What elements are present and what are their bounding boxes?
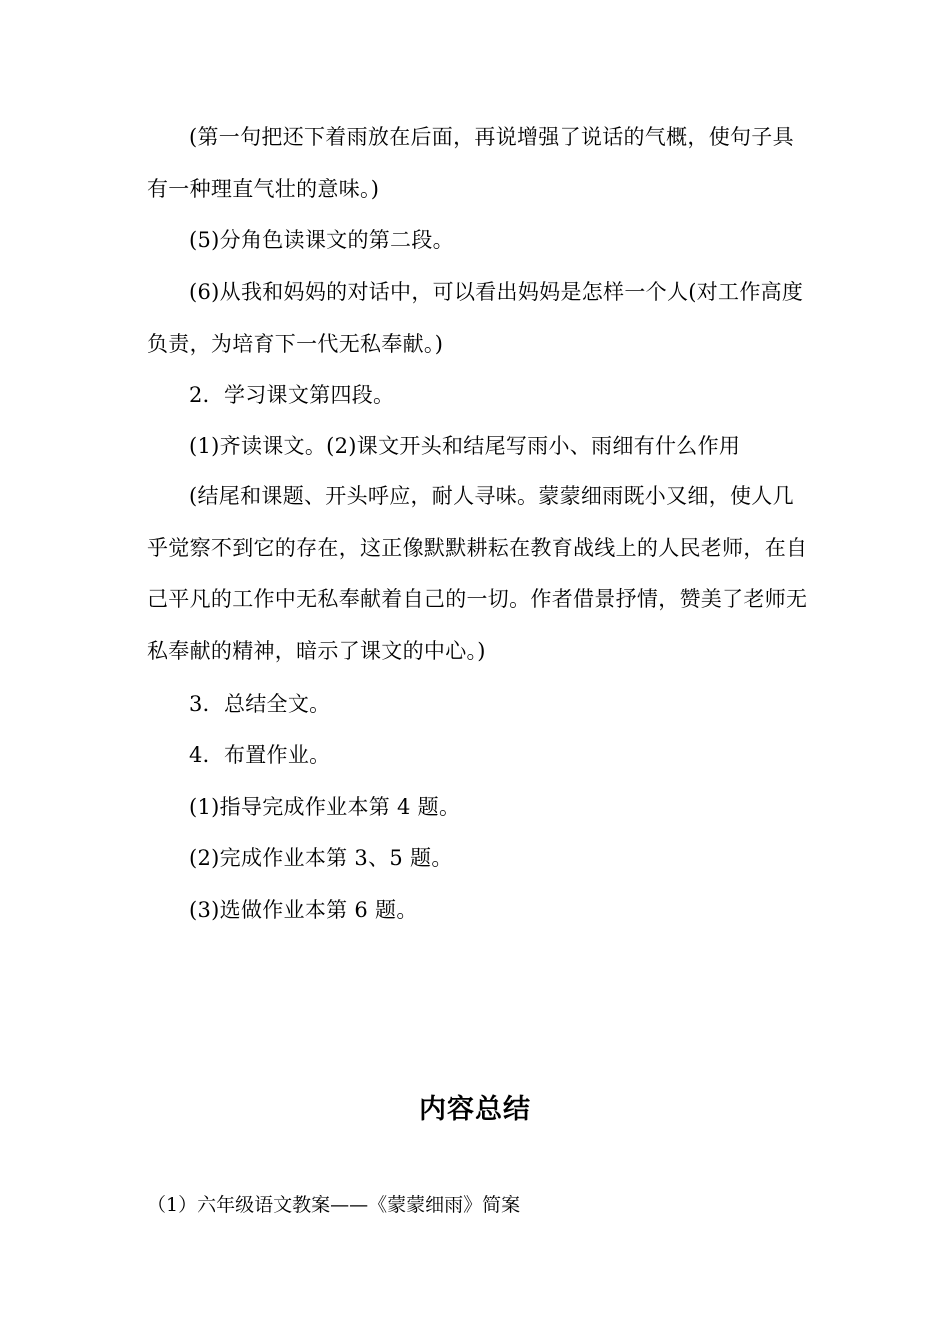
paragraph-ending-explanation: (结尾和课题、开头呼应，耐人寻味。蒙蒙细雨既小又细，使人几乎觉察不到它的存在，这正像默默耕耘在教育战线上的人民老师，在自己平凡的工作中无私奉献着自己的一切。作者借景抒情，赞美了老师无私奉献的精神，暗示了课文的中心。) xyxy=(147,484,808,663)
summary-item: （1）六年级语文教案——《蒙蒙细雨》简案 xyxy=(147,1194,521,1216)
section-heading-homework: 4．布置作业。 xyxy=(189,743,331,767)
paragraph-read-aloud-question: (1)齐读课文。(2)课文开头和结尾写雨小、雨细有什么作用 xyxy=(189,434,741,458)
paragraph-explanation-first-sentence: (第一句把还下着雨放在后面，再说增强了说话的气概，使句子具有一种理直气壮的意味。) xyxy=(147,125,794,201)
section-heading-learn-paragraph-four: 2．学习课文第四段。 xyxy=(189,383,395,407)
paragraph-role-reading: (5)分角色读课文的第二段。 xyxy=(189,228,454,252)
section-heading-summarize: 3．总结全文。 xyxy=(189,692,331,716)
homework-item-2: (2)完成作业本第 3、5 题。 xyxy=(189,846,453,870)
homework-item-3: (3)选做作业本第 6 题。 xyxy=(189,898,418,922)
summary-title: 内容总结 xyxy=(419,1094,531,1125)
paragraph-mother-dialogue: (6)从我和妈妈的对话中，可以看出妈妈是怎样一个人(对工作高度负责，为培育下一代无私奉献。) xyxy=(147,280,804,356)
homework-item-1: (1)指导完成作业本第 4 题。 xyxy=(189,795,461,819)
